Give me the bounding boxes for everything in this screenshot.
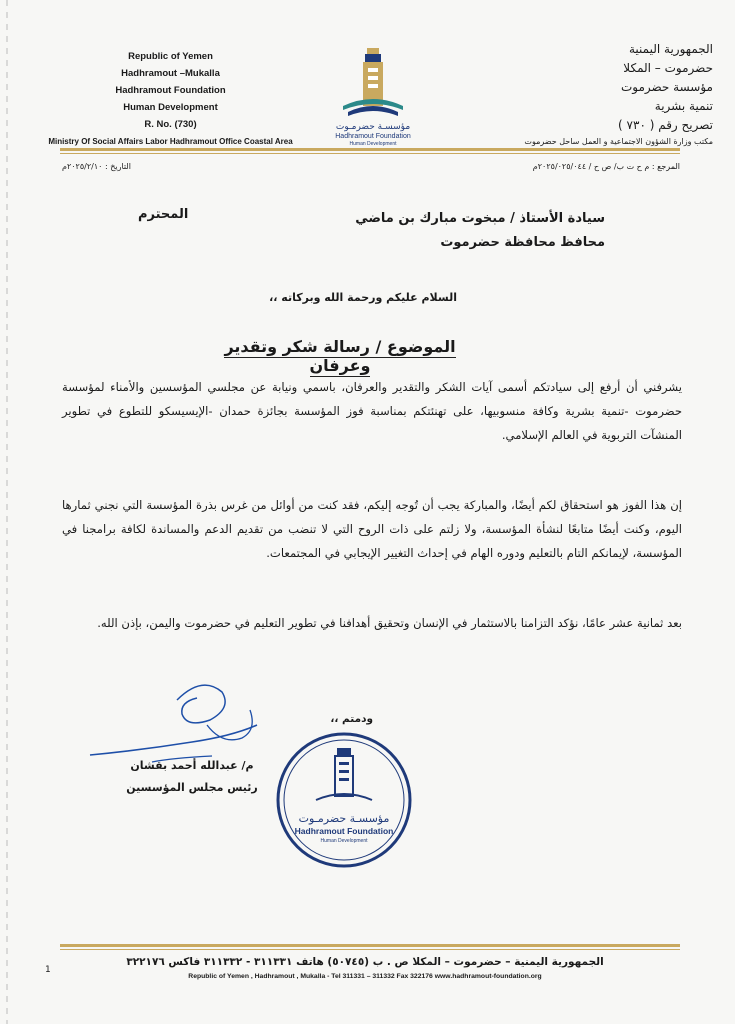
signatory-name: م/ عبدالله أحمد بقشان xyxy=(130,759,254,772)
recipient-title: محافظ محافظة حضرموت xyxy=(440,235,605,250)
header-ar-line: الجمهورية اليمنية xyxy=(628,42,713,56)
page-number: 1 xyxy=(45,965,51,975)
stamp-english-sub: Human Development xyxy=(320,838,368,844)
subject-text: الموضوع / رسالة شكر وتقدير وعرفان xyxy=(224,337,456,375)
footer xyxy=(20,953,710,983)
header-en-line: Human Development xyxy=(123,102,218,113)
stamp-english-name: Hadhramout Foundation xyxy=(294,826,394,836)
signatory-block xyxy=(112,755,272,799)
footer-divider xyxy=(60,944,680,947)
reference-number: المرجع : م ح ت ب/ ص ح / ٢٠٢٥/٠٢٥/٠٤٤م xyxy=(532,162,680,171)
paragraph-3: بعد ثمانية عشر عامًا، نؤكد التزامنا بالاستثمار في الإنسان وتحقيق أهدافنا في تطوير التعليم في حضرموت واليمن، بإذن الله. xyxy=(97,616,682,630)
ministry-line: Ministry Of Social Affairs Labor Hadhramout Office Coastal Area xyxy=(48,137,293,146)
logo-caption xyxy=(300,122,446,147)
logo-arabic-name: مؤسسـة حضرمـوت xyxy=(335,122,411,132)
paragraph-2: إن هذا الفوز هو استحقاق لكم أيضًا، والمباركة يجب أن تُوجه إليكم، فقد كنت من أوائل من غرس بذرة المؤسسة التي نجني ثمارها اليوم، وكنت أيضًا متابعًا لنشأة المؤسسة، ولا زلتم على ذات الروح التي لا تنضب من تقديم الدعم والمساندة لكافة برامجنا في المؤسسة، لإيمانكم التام بالتعليم ودوره الهام في إحداث التغيير الإيجابي في المجتمعات. xyxy=(62,498,682,560)
footer-english: Republic of Yemen , Hadhramout , Mukalla - Tel 311331 – 311332 Fax 322176 www.hadhramout-foundation.org xyxy=(188,973,542,980)
recipient-honorific: المحترم xyxy=(138,207,189,222)
english-header xyxy=(28,48,313,148)
header-ar-line: تنمية بشرية xyxy=(654,99,713,113)
paragraph-1: يشرفني أن أرفع إلى سيادتكم أسمى آيات الشكر والتقدير والعرفان، باسمي ونيابة عن مجلسي المؤسسين والأمناء لمؤسسة حضرموت -تنمية بشرية وكافة منسوبيها، على تهنئتكم بمناسبة فوز المؤسسة بجائزة حمدان -الإيسيسكو للتطوع في تطوير المنشآت التربوية في العالم الإسلامي. xyxy=(62,380,682,442)
greeting: السلام عليكم ورحمة الله وبركاته ،، xyxy=(269,291,457,304)
header-divider-thin xyxy=(60,153,680,154)
recipient-block xyxy=(355,207,605,255)
scan-edge xyxy=(6,0,8,1024)
official-stamp xyxy=(274,730,414,870)
header-en-line: R. No. (730) xyxy=(144,119,197,130)
logo-english-name: Hadhramout Foundation xyxy=(335,133,411,140)
reference-line xyxy=(62,162,680,178)
subject-line xyxy=(210,337,470,375)
arabic-header xyxy=(453,40,713,148)
logo-english-sub: Human Development xyxy=(349,141,397,147)
header-en-line: Hadhramout Foundation xyxy=(115,85,226,96)
recipient-name: سيادة الأستاذ / مبخوت مبارك بن ماضي xyxy=(355,211,605,226)
stamp-arabic-name: مؤسسـة حضرمـوت xyxy=(298,812,390,825)
footer-arabic: الجمهورية اليمنية – حضرموت – المكلا ص . ب (٥٠٧٤٥) هاتف ٣١١٣٣١ - ٣١١٣٣٢ فاكس ٣٢٢١٧٦ xyxy=(126,956,604,968)
office-line: مكتب وزارة الشؤون الاجتماعية و العمل ساحل حضرموت xyxy=(524,137,713,146)
letter-date: التاريخ : ٢٠٢٥/٢/١٠م xyxy=(62,162,131,171)
footer-divider-thin xyxy=(60,949,680,950)
signatory-title: رئيس مجلس المؤسسين xyxy=(126,781,258,794)
header-en-line: Republic of Yemen xyxy=(128,51,213,62)
closing: ودمتم ،، xyxy=(330,713,373,725)
header-ar-line: مؤسسة حضرموت xyxy=(620,80,713,94)
header-divider xyxy=(60,148,680,151)
header-ar-line: حضرموت – المكلا xyxy=(623,61,713,75)
header-ar-line: تصريح رقم ( ٧٣٠ ) xyxy=(618,118,713,132)
header-en-line: Hadhramout –Mukalla xyxy=(121,68,220,79)
